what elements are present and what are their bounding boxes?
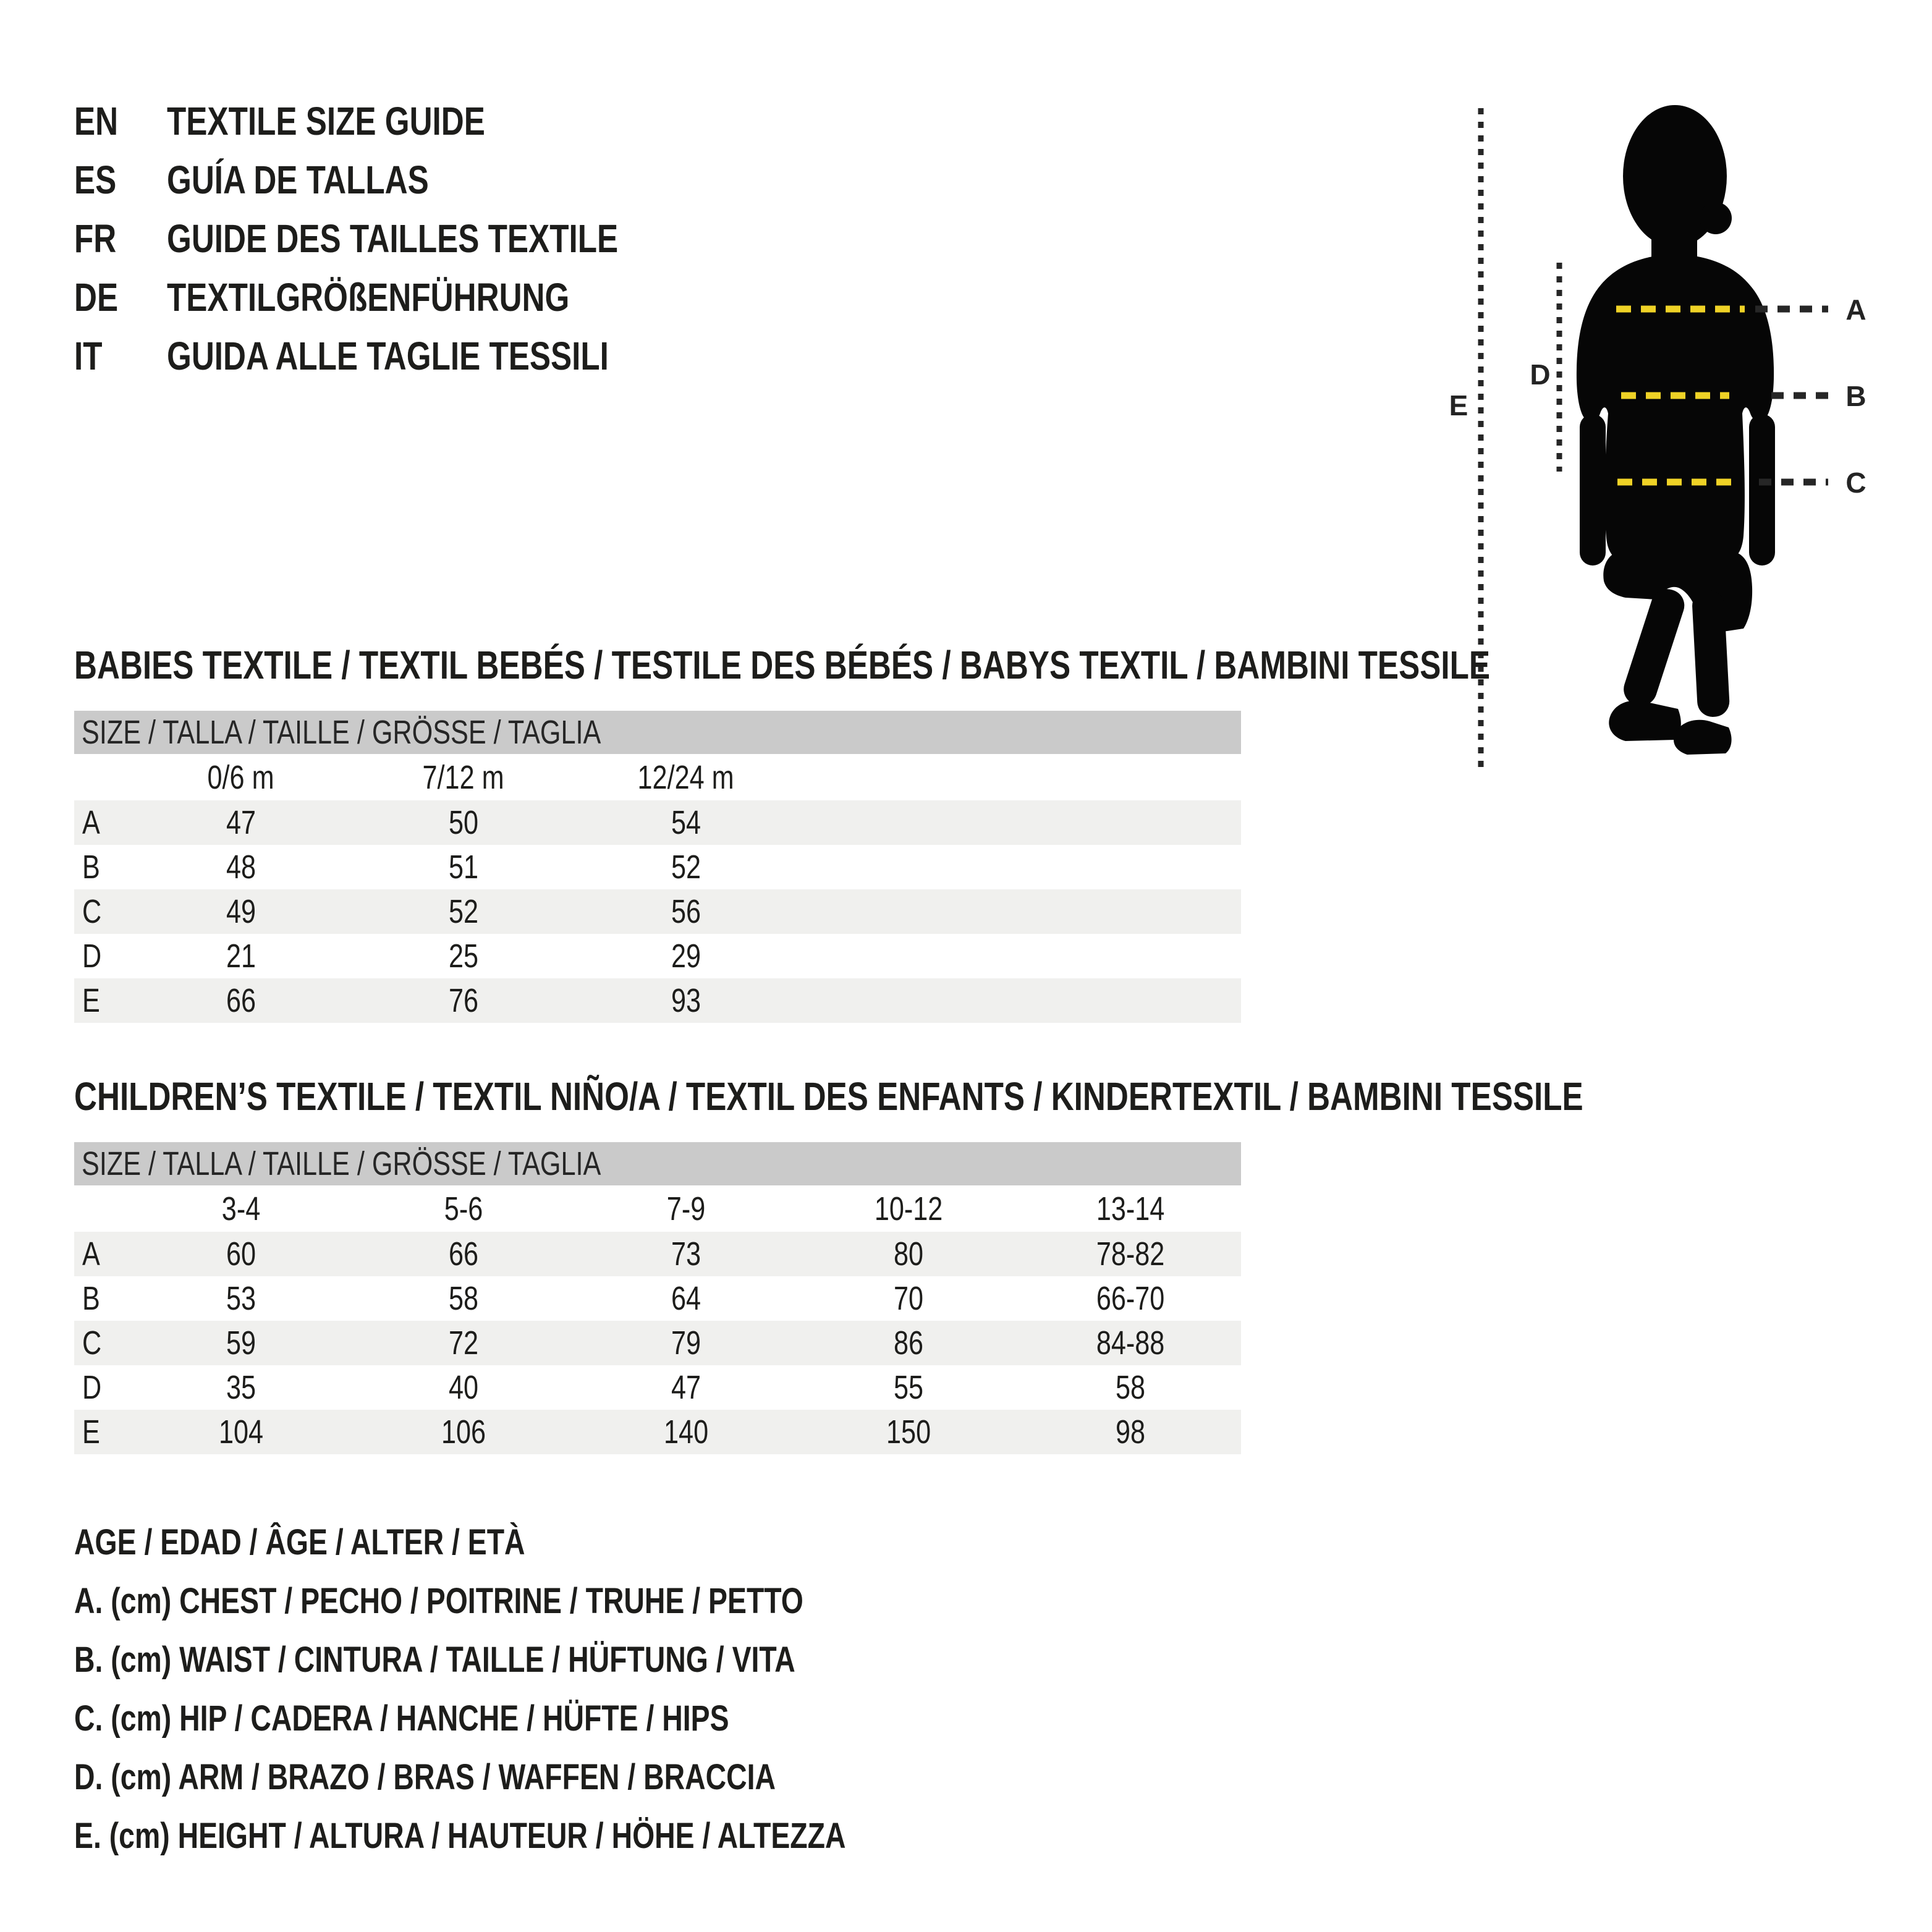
legend-text: C. (cm) HIP / CADERA / HANCHE / HÜFTE / HIPS [74, 1698, 729, 1739]
children-section-heading [74, 1074, 1932, 1119]
cell-value: 47 [226, 804, 256, 841]
column-header: 13-14 [1096, 1190, 1165, 1227]
cell-value: 53 [226, 1280, 256, 1317]
legend-text: E. (cm) HEIGHT / ALTURA / HAUTEUR / HÖHE / ALTEZZA [74, 1816, 846, 1856]
language-code: ES [74, 157, 117, 202]
guide-title: GUÍA DE TALLAS [167, 157, 429, 202]
measurement-legend [74, 1513, 1039, 1865]
empty-cell [1020, 934, 1241, 978]
empty-cell [797, 845, 1020, 889]
cell-value: 54 [671, 804, 701, 841]
row-label: D [82, 1369, 102, 1406]
row-label: A [82, 1235, 100, 1273]
cell-value: 72 [448, 1324, 479, 1362]
cell-value: 80 [893, 1235, 924, 1273]
legend-text: AGE / EDAD / ÂGE / ALTER / ETÀ [74, 1522, 525, 1562]
children-heading-text: CHILDREN’S TEXTILE / TEXTIL NIÑO/A / TEXTIL DES ENFANTS / KINDERTEXTIL / BAMBINI TESSILE [74, 1074, 1583, 1119]
language-row [74, 91, 731, 150]
table-row [74, 845, 1241, 889]
cell-value: 49 [226, 893, 256, 930]
measure-label-b: B [1845, 380, 1866, 412]
legend-line-age [74, 1513, 1039, 1572]
cell-value: 79 [671, 1324, 701, 1362]
table-header-bar [74, 1142, 1241, 1185]
empty-cell [1020, 978, 1241, 1023]
cell-value: 106 [441, 1413, 486, 1451]
measurement-figure [1421, 59, 1932, 807]
empty-cell [797, 800, 1020, 845]
cell-value: 140 [663, 1413, 709, 1451]
cell-value: 52 [448, 893, 479, 930]
language-title-list [74, 91, 731, 385]
cell-value: 40 [448, 1369, 479, 1406]
table-row [74, 800, 1241, 845]
empty-cell [74, 754, 130, 800]
measurement-figure-svg [1421, 59, 1932, 807]
table-row [74, 1365, 1241, 1410]
table-row [74, 1276, 1241, 1321]
babies-heading-text: BABIES TEXTILE / TEXTIL BEBÉS / TESTILE DES BÉBÉS / BABYS TEXTIL / BAMBINI TESSILE [74, 643, 1491, 687]
table-row [74, 1232, 1241, 1276]
cell-value: 55 [893, 1369, 924, 1406]
cell-value: 98 [1115, 1413, 1146, 1451]
row-label: D [82, 938, 102, 975]
empty-cell [1020, 754, 1241, 800]
cell-value: 48 [226, 849, 256, 886]
cell-value: 78-82 [1096, 1235, 1165, 1273]
language-row [74, 150, 731, 209]
cell-value: 50 [448, 804, 479, 841]
legend-line-arm [74, 1748, 1039, 1807]
measure-label-a: A [1845, 294, 1866, 326]
cell-value: 29 [671, 938, 701, 975]
row-label: B [82, 849, 100, 886]
cell-value: 58 [448, 1280, 479, 1317]
row-label: E [82, 982, 100, 1019]
language-code: EN [74, 98, 119, 143]
cell-value: 66 [448, 1235, 479, 1273]
cell-value: 59 [226, 1324, 256, 1362]
language-code: FR [74, 216, 117, 261]
table-row [74, 1410, 1241, 1454]
measure-label-c: C [1845, 467, 1866, 499]
cell-value: 56 [671, 893, 701, 930]
cell-value: 66-70 [1096, 1280, 1165, 1317]
column-header-row [74, 1185, 1241, 1232]
cell-value: 52 [671, 849, 701, 886]
cell-value: 60 [226, 1235, 256, 1273]
babies-size-table [74, 711, 1241, 1023]
measure-label-e: E [1449, 389, 1468, 422]
legend-line-height [74, 1807, 1039, 1865]
column-header: 7-9 [666, 1190, 706, 1227]
language-row [74, 326, 731, 385]
measure-label-d: D [1530, 358, 1551, 391]
row-label: E [82, 1413, 100, 1451]
cell-value: 66 [226, 982, 256, 1019]
row-label: C [82, 893, 102, 930]
cell-value: 25 [448, 938, 479, 975]
guide-title: TEXTILGRÖßENFÜHRUNG [167, 274, 570, 320]
language-row [74, 268, 731, 326]
empty-cell [797, 934, 1020, 978]
column-header-row [74, 754, 1241, 800]
babies-section-heading [74, 645, 1844, 685]
column-header: 3-4 [221, 1190, 261, 1227]
cell-value: 21 [226, 938, 256, 975]
empty-cell [797, 889, 1020, 934]
table-row [74, 889, 1241, 934]
empty-cell [74, 1185, 130, 1232]
cell-value: 58 [1115, 1369, 1146, 1406]
empty-cell [797, 978, 1020, 1023]
legend-text: D. (cm) ARM / BRAZO / BRAS / WAFFEN / BRACCIA [74, 1757, 776, 1797]
children-size-table [74, 1142, 1241, 1454]
language-code: DE [74, 274, 119, 320]
row-label: A [82, 804, 100, 841]
cell-value: 35 [226, 1369, 256, 1406]
row-label: B [82, 1280, 100, 1317]
row-label: C [82, 1324, 102, 1362]
empty-cell [1020, 889, 1241, 934]
column-header: 5-6 [444, 1190, 483, 1227]
language-row [74, 209, 731, 268]
legend-text: A. (cm) CHEST / PECHO / POITRINE / TRUHE / PETTO [74, 1581, 803, 1621]
guide-title: TEXTILE SIZE GUIDE [167, 98, 485, 143]
language-code: IT [74, 333, 103, 378]
cell-value: 73 [671, 1235, 701, 1273]
cell-value: 51 [448, 849, 479, 886]
cell-value: 84-88 [1096, 1324, 1165, 1362]
table-row [74, 1321, 1241, 1365]
guide-title: GUIDA ALLE TAGLIE TESSILI [167, 333, 609, 378]
cell-value: 70 [893, 1280, 924, 1317]
legend-line-hip [74, 1689, 1039, 1748]
empty-cell [1020, 845, 1241, 889]
size-header-text: SIZE / TALLA / TAILLE / GRÖSSE / TAGLIA [82, 714, 601, 751]
cell-value: 150 [886, 1413, 931, 1451]
empty-cell [797, 754, 1020, 800]
guide-title: GUIDE DES TAILLES TEXTILE [167, 216, 619, 261]
cell-value: 93 [671, 982, 701, 1019]
column-header: 7/12 m [422, 758, 505, 796]
cell-value: 104 [218, 1413, 264, 1451]
legend-line-chest [74, 1572, 1039, 1630]
column-header: 0/6 m [207, 758, 275, 796]
table-header-bar [74, 711, 1241, 754]
column-header: 10-12 [874, 1190, 943, 1227]
column-header: 12/24 m [637, 758, 735, 796]
cell-value: 86 [893, 1324, 924, 1362]
legend-text: B. (cm) WAIST / CINTURA / TAILLE / HÜFTUNG / VITA [74, 1640, 795, 1680]
size-header-text: SIZE / TALLA / TAILLE / GRÖSSE / TAGLIA [82, 1145, 601, 1182]
table-row [74, 978, 1241, 1023]
cell-value: 76 [448, 982, 479, 1019]
legend-line-waist [74, 1630, 1039, 1689]
cell-value: 47 [671, 1369, 701, 1406]
empty-cell [1020, 800, 1241, 845]
table-row [74, 934, 1241, 978]
cell-value: 64 [671, 1280, 701, 1317]
